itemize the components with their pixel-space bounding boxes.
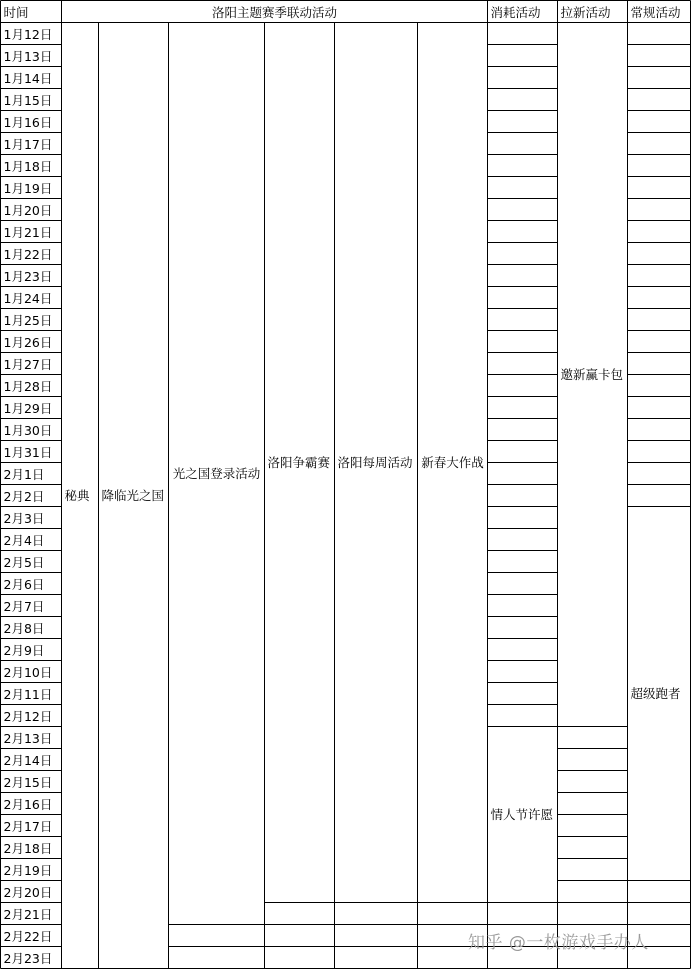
date-cell: 2月2日 (3, 489, 45, 504)
date-cell: 2月7日 (3, 599, 45, 614)
activity-label: 超级跑者 (630, 686, 681, 701)
date-cell: 1月13日 (3, 49, 53, 64)
date-cell: 2月5日 (3, 555, 45, 570)
date-cell: 1月19日 (3, 181, 53, 196)
date-cell: 1月29日 (3, 401, 53, 416)
date-cell: 2月16日 (3, 797, 53, 812)
activity-label: 降临光之国 (101, 488, 165, 503)
date-cell: 2月14日 (3, 753, 53, 768)
date-cell: 1月18日 (3, 159, 53, 174)
header-consume: 消耗活动 (490, 5, 541, 20)
activity-label: 洛阳每周活动 (337, 455, 413, 470)
date-cell: 1月31日 (3, 445, 53, 460)
date-cell: 2月12日 (3, 709, 53, 724)
date-cell: 1月22日 (3, 247, 53, 262)
activity-label: 秘典 (64, 488, 90, 503)
date-cell: 2月21日 (3, 907, 53, 922)
date-cell: 2月18日 (3, 841, 53, 856)
header-regular: 常规活动 (630, 5, 681, 20)
date-cell: 2月8日 (3, 621, 45, 636)
date-cell: 1月12日 (3, 27, 53, 42)
date-cell: 1月28日 (3, 379, 53, 394)
date-cell: 1月30日 (3, 423, 53, 438)
date-cell: 2月23日 (3, 951, 53, 966)
date-cell: 2月13日 (3, 731, 53, 746)
date-cell: 2月20日 (3, 885, 53, 900)
date-cell: 2月19日 (3, 863, 53, 878)
date-cell: 2月17日 (3, 819, 53, 834)
date-cell: 1月26日 (3, 335, 53, 350)
activity-label: 情人节许愿 (490, 807, 554, 822)
header-luoyang-collab: 洛阳主题赛季联动活动 (211, 5, 338, 20)
date-cell: 1月20日 (3, 203, 53, 218)
zhihu-watermark: 知乎 @一枚游戏手办人 (468, 933, 649, 953)
date-cell: 2月15日 (3, 775, 53, 790)
date-cell: 2月9日 (3, 643, 45, 658)
date-cell: 1月16日 (3, 115, 53, 130)
date-cell: 1月23日 (3, 269, 53, 284)
activity-label: 新春大作战 (421, 455, 484, 470)
activity-label: 邀新赢卡包 (560, 367, 624, 382)
date-cell: 2月4日 (3, 533, 45, 548)
activity-label: 光之国登录活动 (172, 466, 261, 481)
date-cell: 1月24日 (3, 291, 53, 306)
date-cell: 1月14日 (3, 71, 53, 86)
date-cell: 1月17日 (3, 137, 53, 152)
date-cell: 1月27日 (3, 357, 53, 372)
date-cell: 1月25日 (3, 313, 53, 328)
date-cell: 1月21日 (3, 225, 53, 240)
activity-label: 洛阳争霸赛 (267, 455, 331, 470)
date-cell: 2月22日 (3, 929, 53, 944)
date-cell: 2月3日 (3, 511, 45, 526)
date-cell: 2月11日 (3, 687, 53, 702)
date-cell: 1月15日 (3, 93, 53, 108)
date-cell: 2月1日 (3, 467, 45, 482)
header-time: 时间 (3, 5, 29, 20)
date-cell: 2月6日 (3, 577, 45, 592)
header-recruit: 拉新活动 (560, 5, 611, 20)
date-cell: 2月10日 (3, 665, 53, 680)
